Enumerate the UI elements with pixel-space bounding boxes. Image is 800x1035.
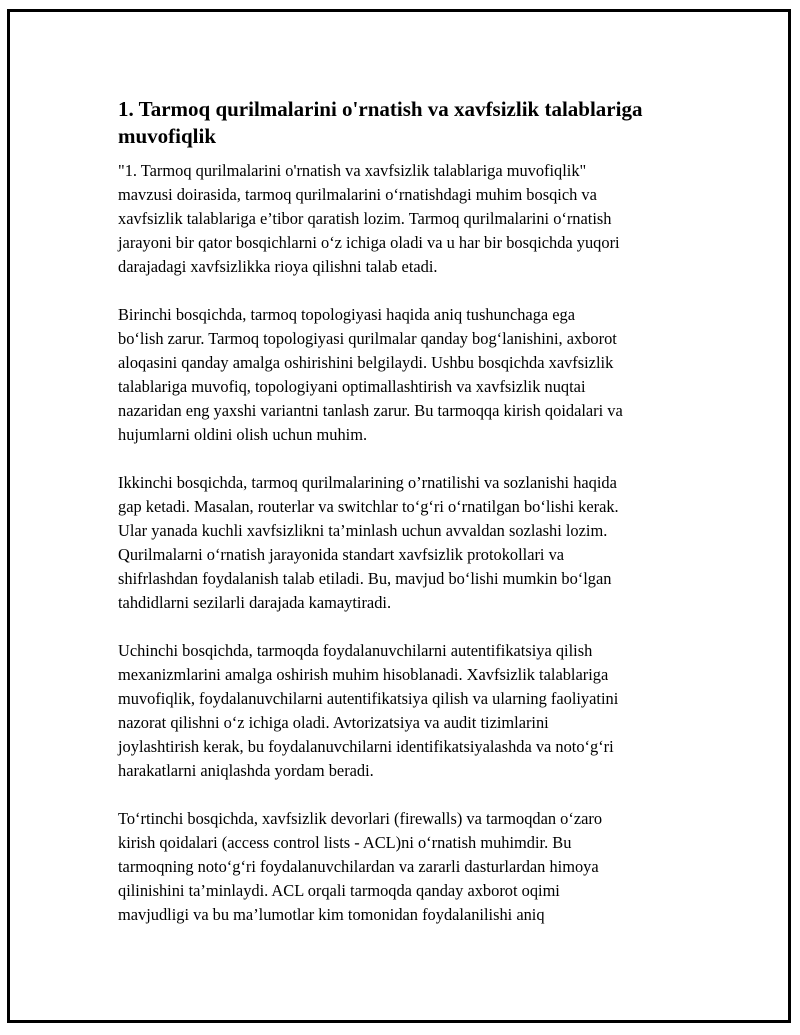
document-page [7, 9, 791, 1023]
document-title: 1. Tarmoq qurilmalarini o'rnatish va xavfsizlik talablariga muvofiqlik [118, 97, 643, 148]
paragraph-third-stage: Uchinchi bosqichda, tarmoqda foydalanuvchilarni autentifikatsiya qilish mexanizmlarini amalga oshirish muhim hisoblanadi. Xavfsizlik talablariga muvofiqlik, foydalanuvchilarni autentifikatsiya qilish va ularning faoliyatini nazorat qilishni o‘z ichiga oladi. Avtorizatsiya va audit tizimlarini joylashtirish kerak, bu foydalanuvchilarni identifikatsiyalashda va noto‘g‘ri harakatlarni aniqlashda yordam beradi. [118, 641, 619, 780]
paragraph-second-stage: Ikkinchi bosqichda, tarmoq qurilmalarining o’rnatilishi va sozlanishi haqida gap ketadi. Masalan, routerlar va switchlar to‘g‘ri o‘rnatilgan bo‘lishi kerak. Ular yanada kuchli xavfsizlikni ta’minlash uchun avvaldan sozlashi lozim. Qurilmalarni o‘rnatish jarayonida standart xavfsizlik protokollari va shifrlashdan foydalanish talab etiladi. Bu, mavjud bo‘lishi mumkin bo‘lgan tahdidlarni sezilarli darajada kamaytiradi. [118, 473, 619, 612]
document-body [118, 96, 703, 951]
paragraph-first-stage: Birinchi bosqichda, tarmoq topologiyasi haqida aniq tushunchaga ega bo‘lish zarur. Tarmoq topologiyasi qurilmalar qanday bog‘lanishini, axborot aloqasini qanday amalga oshirishini belgilaydi. Ushbu bosqichda xavfsizlik talablariga muvofiq, topologiyani optimallashtirish va xavfsizlik nuqtai nazaridan eng yaxshi variantni tanlash zarur. Bu tarmoqqa kirish qoidalari va hujumlarni oldini olish uchun muhim. [118, 305, 623, 444]
paragraph-intro: "1. Tarmoq qurilmalarini o'rnatish va xavfsizlik talablariga muvofiqlik" mavzusi doirasida, tarmoq qurilmalarini o‘rnatishdagi muhim bosqich va xavfsizlik talablariga e’tibor qaratish lozim. Tarmoq qurilmalarini o‘rnatish jarayoni bir qator bosqichlarni o‘z ichiga oladi va u har bir bosqichda yuqori darajadagi xavfsizlikka rioya qilishni talab etadi. [118, 161, 620, 276]
paragraph-fourth-stage: To‘rtinchi bosqichda, xavfsizlik devorlari (firewalls) va tarmoqdan o‘zaro kirish qoidalari (access control lists - ACL)ni o‘rnatish muhimdir. Bu tarmoqning noto‘g‘ri foydalanuvchilardan va zararli dasturlardan himoya qilinishini ta’minlaydi. ACL orqali tarmoqda qanday axborot oqimi mavjudligi va bu ma’lumotlar kim tomonidan foydalanilishi aniq [118, 809, 603, 924]
